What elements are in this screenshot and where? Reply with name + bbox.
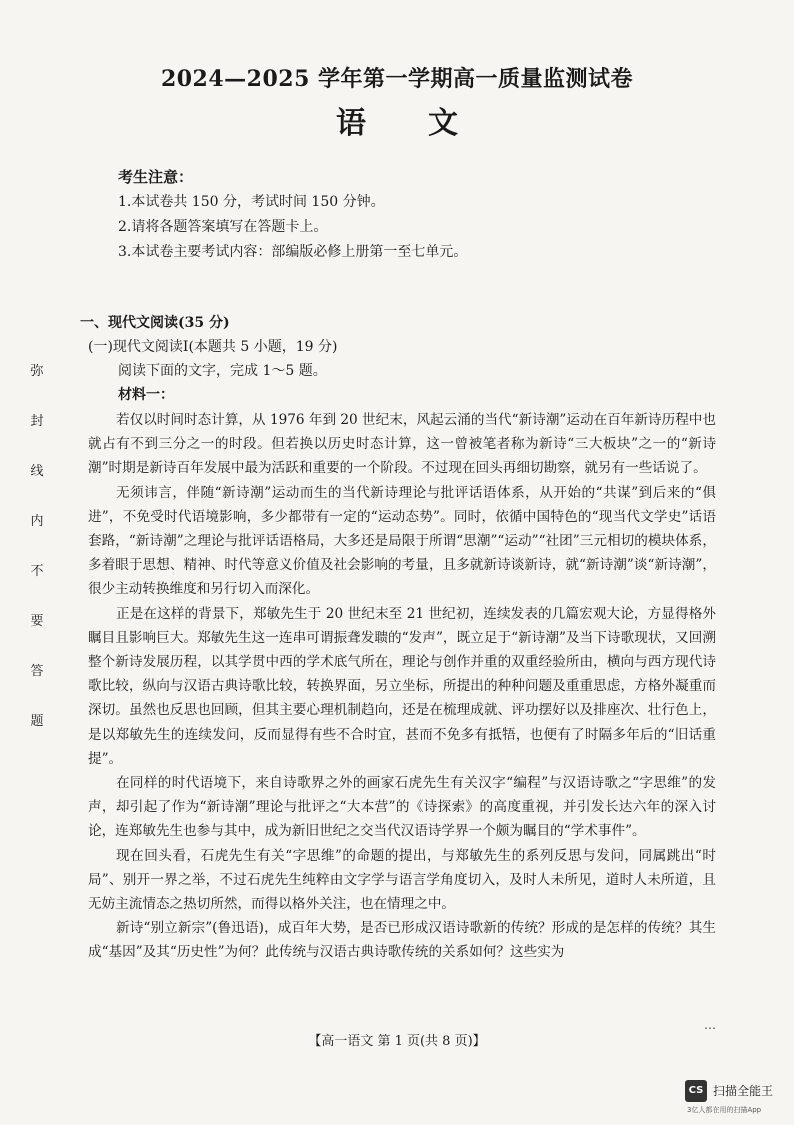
seal-char: 题 xyxy=(30,714,44,729)
seal-char: 弥 xyxy=(30,364,44,379)
subsection-title: (一)现代文阅读Ⅰ(本题共 5 小题，19 分) xyxy=(88,339,338,355)
passage-paragraph: 现在回头看，石虎先生有关“字思维”的命题的提出，与郑敏先生的系列反思与发问，同属跳出“时局”、别开一界之举，不过石虎先生纯粹由文字学与语言学角度切入，及时人未所见，道时人未所道，且无妨主流情态之热切所然，而得以格外关注，也在情理之中。 xyxy=(88,847,716,913)
reading-instruction: 阅读下面的文字，完成 1～5 题。 xyxy=(118,363,327,379)
watermark-tagline: 3亿人都在用的扫描App xyxy=(687,1106,762,1114)
material-label: 材料一： xyxy=(118,387,174,403)
subject-title: 语文 xyxy=(336,106,520,141)
seal-char: 内 xyxy=(30,514,44,529)
seal-char: 不 xyxy=(30,564,44,579)
section-title: 一、现代文阅读(35 分) xyxy=(80,315,230,331)
exam-title: 2024—2025 学年第一学期高一质量监测试卷 xyxy=(160,66,634,92)
notice-heading: 考生注意： xyxy=(118,168,194,186)
passage-paragraph: 无须讳言，伴随“新诗潮”运动而生的当代新诗理论与批评话语体系，从开始的“共谋”到后来的“俱进”，不免受时代语境影响，多少都带有一定的“运动态势”。同时，依循中国特色的“现当代文学史”话语套路，“新诗潮”之理论与批评话语格局，大多还是局限于所谓“思潮”“运动”“社团”三元相切的模块体系，多着眼于思想、精神、时代等意义价值及社会影响的考量，且多就新诗谈新诗，就“新诗潮”谈“新诗潮”，很少主动转换维度和另行切入而深化。 xyxy=(88,484,716,598)
seal-line-margin xyxy=(24,360,50,730)
page-footer: 【高一语文 第 1 页(共 8 页)】 xyxy=(308,1034,486,1049)
seal-char: 要 xyxy=(30,614,44,629)
passage-paragraph: 在同样的时代语境下，来自诗歌界之外的画家石虎先生有关汉字“编程”与汉语诗歌之“字思维”的发声，却引起了作为“新诗潮”理论与批评之“大本营”的《诗探索》的高度重视，并引发长达六年的深入讨论，连郑敏先生也参与其中，成为新旧世纪之交当代汉语诗学界一个颇为瞩目的“学术事件”。 xyxy=(88,775,716,840)
notice-item: 1.本试卷共 150 分，考试时间 150 分钟。 xyxy=(118,194,385,210)
seal-char: 封 xyxy=(30,414,44,429)
watermark-name: 扫描全能王 xyxy=(713,1084,774,1098)
reading-passage xyxy=(88,408,716,965)
passage-paragraph: 新诗“别立新宗”(鲁迅语)，成百年大势，是否已形成汉语诗歌新的传统？形成的是怎样的传统？其生成“基因”及其“历史性”为何？此传统与汉语古典诗歌传统的关系如何？这些实为 xyxy=(88,920,716,961)
seal-char: 线 xyxy=(30,464,44,479)
notice-item: 2.请将各题答案填写在答题卡上。 xyxy=(118,219,328,235)
page-mark: … xyxy=(704,1018,716,1032)
candidate-notice xyxy=(118,165,467,265)
notice-item: 3.本试卷主要考试内容：部编版必修上册第一至七单元。 xyxy=(118,244,468,260)
scanner-watermark xyxy=(685,1078,790,1118)
seal-char: 答 xyxy=(30,664,44,679)
camscanner-logo-icon: CS xyxy=(685,1080,707,1102)
passage-paragraph: 正是在这样的背景下，郑敏先生于 20 世纪末至 21 世纪初，连续发表的几篇宏观大论，方显得格外瞩目且影响巨大。郑敏先生这一连串可谓振聋发聩的“发声”，既立足于“新诗潮”及当下诗歌现状，又回溯整个新诗发展历程，以其学贯中西的学术底气所在，理论与创作并重的双重经验所由，横向与西方现代诗歌比较，纵向与汉语古典诗歌比较，转换界面，另立坐标，所提出的种种问题及重重思虑，方格外凝重而深切。虽然也反思也回顾，但其主要心理机制趋向，还是在梳理成就、评功摆好以及排座次、壮行色上，是以郑敏先生的连续发问，反而显得有些不合时宜，甚而不免多有抵牾，也便有了时隔多年后的“旧话重提”。 xyxy=(88,605,716,767)
passage-paragraph: 若仅以时间时态计算，从 1976 年到 20 世纪末，风起云涌的当代“新诗潮”运动在百年新诗历程中也就占有不到三分之一的时段。但若换以历史时态计算，这一曾被笔者称为新诗“三大板块”之一的“新诗潮”时期是新诗百年发展中最为活跃和重要的一个阶段。不过现在回头再细切勘察，就另有一些话说了。 xyxy=(88,412,716,477)
